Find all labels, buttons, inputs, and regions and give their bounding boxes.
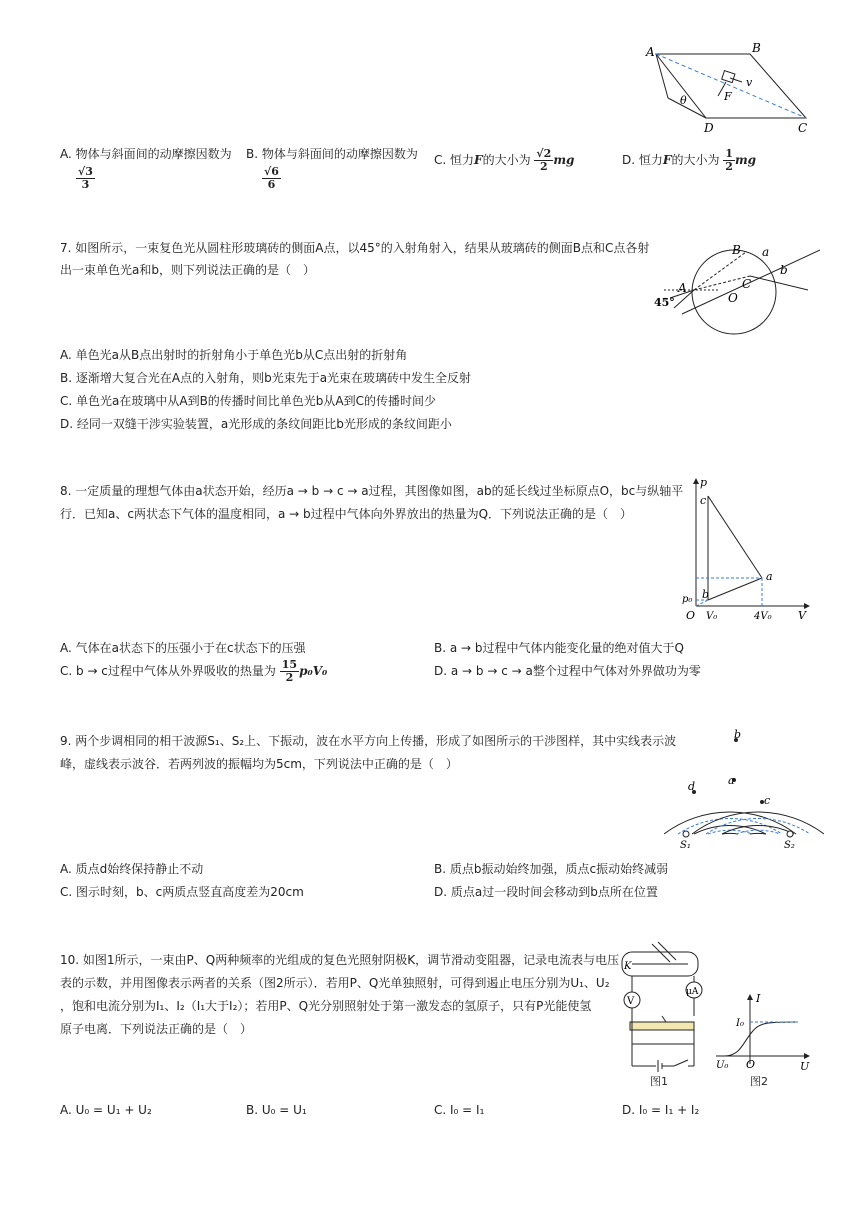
q6-option-a-text: 物体与斜面间的动摩擦因数为 [75, 147, 232, 161]
q6-option-a-den: 3 [81, 178, 90, 191]
q6-option-a [60, 146, 232, 162]
q8-fig-label-V0: V₀ [706, 611, 718, 622]
q6-fig-label-v: v [746, 76, 753, 89]
q9-option-d: D. 质点a过一段时间会移动到b点所在位置 [434, 885, 658, 899]
q8-option-c-fraction [280, 659, 299, 684]
q6-fig-label-A: A [646, 45, 655, 59]
q10-fig1-label: 图1 [650, 1075, 668, 1088]
q6-option-d-num: 1 [725, 147, 733, 160]
q6-option-d-text-before: 恒力 [638, 153, 663, 167]
q8-fig-label-b: b [702, 588, 710, 601]
q8-option-c [60, 658, 327, 684]
q6-option-a-prefix: A. [60, 147, 72, 161]
q7-fig-label-C: C [742, 277, 752, 291]
q8-option-c-num: 15 [281, 658, 298, 671]
q10-stem-line-2: 表的示数，并用图像表示两者的关系（图2所示）．若用P、Q光单独照射，可得到遏止电压分别为U₁、U₂ [60, 976, 610, 990]
q6-option-d-fraction [723, 148, 735, 173]
q9-fig-label-s1: S₁ [680, 840, 691, 851]
q9-fig-label-s2: S₂ [784, 840, 795, 851]
q9-fig-label-b: b [734, 728, 742, 741]
q6-option-d-text-after: 的大小为 [671, 153, 720, 167]
q6-option-c-prefix: C. [434, 153, 447, 167]
q7-option-b: B. 逐渐增大复合光在A点的入射角，则b光束先于a光束在玻璃砖中发生全反射 [60, 371, 472, 385]
q9-stem-line-2: 峰，虚线表示波谷．若两列波的振幅均为5cm，下列说法中正确的是（ ） [60, 757, 458, 771]
q10-stem-line-1: 10. 如图1所示，一束由P、Q两种频率的光组成的复色光照射阴极K，调节滑动变阻器，记录电流表与电压 [60, 953, 620, 967]
q10-circuit-figure-1 [612, 940, 712, 1088]
q6-option-c-text-after: 的大小为 [482, 153, 531, 167]
q6-option-b-num: √6 [264, 165, 279, 178]
q9-option-a: A. 质点d始终保持静止不动 [60, 862, 204, 876]
q6-option-c-tail: mg [553, 153, 575, 167]
q8-fig-label-c: c [700, 494, 707, 507]
q7-option-a: A. 单色光a从B点出射时的折射角小于单色光b从C点出射的折射角 [60, 348, 408, 362]
q6-option-c-den: 2 [540, 160, 548, 173]
q6-option-a-num: √3 [78, 165, 93, 178]
q10-fig2-mark-i0: I₀ [736, 1018, 744, 1029]
q7-stem-line-2: 出一束单色光a和b，则下列说法正确的是（ ） [60, 263, 315, 277]
q8-option-c-tail: p₀V₀ [299, 664, 328, 678]
q10-fig1-mark-voltmeter: V [627, 996, 635, 1007]
q7-fig-label-45: 45° [654, 296, 675, 309]
q7-stem-line-1: 7. 如图所示，一束复色光从圆柱形玻璃砖的侧面A点，以45°的入射角射入，结果从玻璃砖的侧面B点和C点各射 [60, 241, 650, 255]
q6-option-d-den: 2 [725, 160, 733, 173]
q8-fig-label-4V0: 4V₀ [754, 611, 772, 622]
q7-fig-label-b: b [780, 263, 788, 277]
q6-option-c-fraction [534, 148, 553, 173]
q6-option-c-text-before: 恒力 [450, 153, 475, 167]
q10-fig2-mark-u0: U₀ [716, 1060, 729, 1071]
q10-option-b: B. U₀ = U₁ [246, 1103, 307, 1117]
q10-fig1-mark-microammeter: μA [686, 987, 699, 997]
q6-option-b-fraction [262, 166, 281, 191]
q9-fig-label-d: d [688, 780, 696, 793]
q10-option-a: A. U₀ = U₁ + U₂ [60, 1103, 152, 1117]
q10-fig2-mark-i: I [756, 992, 761, 1005]
q6-option-d-prefix: D. [622, 153, 636, 167]
q6-fig-label-D: D [704, 121, 714, 135]
q9-fig-label-a: a [728, 774, 735, 787]
q7-fig-label-a: a [762, 245, 770, 259]
q6-option-c-var: F [474, 153, 483, 167]
q6-fig-label-theta: θ [680, 94, 687, 107]
q6-option-b-den: 6 [267, 178, 276, 191]
q7-option-d: D. 经同一双缝干涉实验装置，a光形成的条纹间距比b光形成的条纹间距小 [60, 417, 452, 431]
q6-option-d-var: F [662, 153, 672, 167]
q6-option-a-fraction [76, 166, 95, 191]
q9-interference-figure [664, 722, 824, 852]
q6-option-b-prefix: B. [246, 147, 259, 161]
q8-fig-label-p0: p₀ [682, 594, 693, 605]
q10-fig1-mark-k: K [624, 961, 632, 972]
q9-stem-line-1: 9. 两个步调相同的相干波源S₁、S₂上、下振动，波在水平方向上传播，形成了如图所示的干涉图样，其中实线表示波 [60, 734, 677, 748]
q8-option-a: A. 气体在a状态下的压强小于在c状态下的压强 [60, 641, 306, 655]
q6-option-d-tail: mg [734, 153, 757, 167]
q8-option-b: B. a → b过程中气体内能变化量的绝对值大于Q [434, 641, 684, 655]
q6-option-c [434, 146, 574, 174]
q6-option-b [246, 146, 418, 162]
q6-option-c-num: √2 [536, 147, 552, 160]
q10-fig2-mark-u: U [800, 1060, 810, 1073]
q6-fig-label-F: F [724, 90, 732, 103]
q9-fig-label-c: c [764, 794, 771, 807]
q7-fig-label-A: A [678, 281, 687, 295]
q10-option-d: D. I₀ = I₁ + I₂ [622, 1103, 700, 1117]
q9-option-c: C. 图示时刻，b、c两质点竖直高度差为20cm [60, 885, 304, 899]
q8-fig-label-O: O [686, 609, 696, 622]
q6-option-d [622, 146, 756, 174]
q8-option-d: D. a → b → c → a整个过程中气体对外界做功为零 [434, 664, 701, 678]
q6-fig-label-C: C [798, 121, 808, 135]
q7-glass-cylinder-figure [650, 232, 820, 342]
q8-fig-label-a: a [766, 570, 773, 583]
q9-option-b: B. 质点b振动始终加强，质点c振动始终减弱 [434, 862, 669, 876]
q6-fig-label-B: B [752, 41, 761, 55]
q8-p-v-graph [676, 476, 816, 626]
q8-option-c-text: C. b → c过程中气体从外界吸收的热量为 [60, 664, 276, 678]
q10-fig2-mark-o: O [746, 1058, 756, 1071]
q7-fig-label-B: B [732, 243, 741, 257]
q8-stem-line-1: 8. 一定质量的理想气体由a状态开始，经历a → b → c → a过程，其图像如图，ab的延长线过坐标原点O，bc与纵轴平 [60, 484, 684, 498]
q10-stem-line-4: 原子电离．下列说法正确的是（ ） [60, 1022, 253, 1036]
q8-fig-label-V: V [798, 609, 806, 622]
q10-option-c: C. I₀ = I₁ [434, 1103, 485, 1117]
q7-option-c: C. 单色光a在玻璃中从A到B的传播时间比单色光b从A到C的传播时间少 [60, 394, 437, 408]
q6-incline-figure [638, 38, 818, 138]
q8-fig-label-p: p [700, 476, 708, 489]
q8-stem-line-2: 行．已知a、c两状态下气体的温度相同，a → b过程中气体向外界放出的热量为Q．下列说法正确的是（ ） [60, 507, 633, 521]
q6-option-b-text: 物体与斜面间的动摩擦因数为 [261, 147, 418, 161]
q10-fig2-label: 图2 [750, 1075, 768, 1088]
q8-option-c-den: 2 [285, 671, 294, 684]
q7-fig-label-O: O [728, 291, 738, 305]
q10-stem-line-3: ，饱和电流分别为I₁、I₂（I₁大于I₂）；若用P、Q光分别照射处于第一激发态的氢原子，只有P光能使氢 [60, 999, 592, 1013]
q10-current-voltage-graph [712, 992, 812, 1074]
